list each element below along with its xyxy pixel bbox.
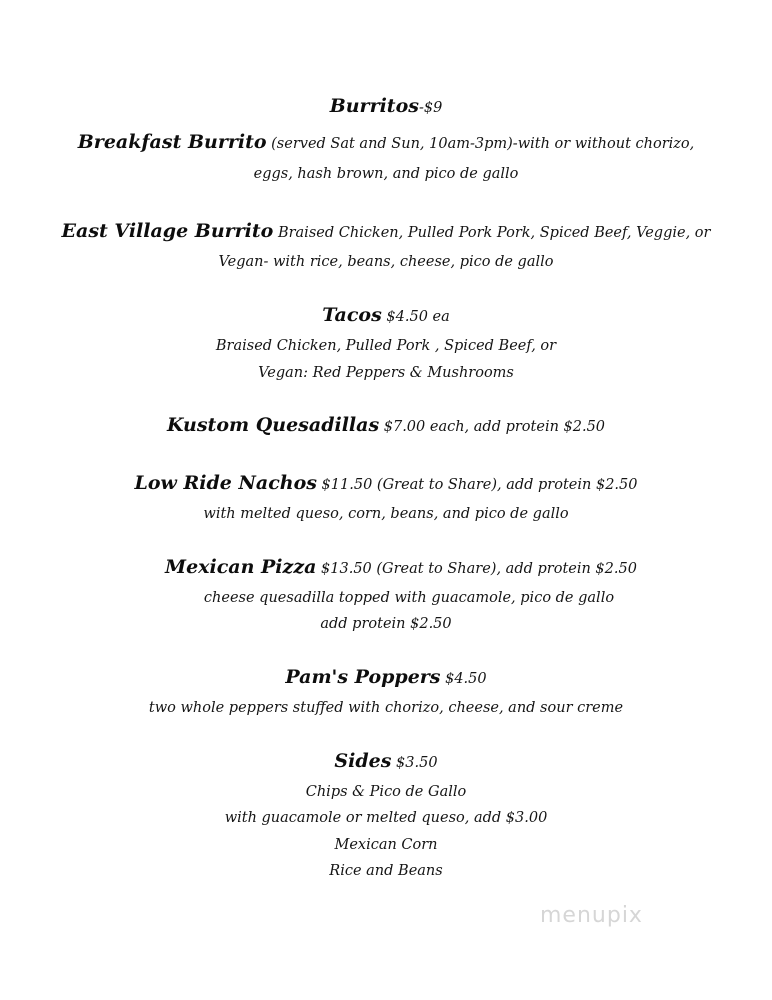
east-village-burrito-name: East Village Burrito [61,220,274,242]
tacos-section-header [0,305,772,327]
sides-item: Chips & Pico de Gallo [305,784,467,800]
burritos-price: -$9 [418,100,443,116]
poppers-desc-1: two whole peppers stuffed with chorizo, cheese, and sour creme [148,700,624,716]
sides-heading: Sides [334,750,392,772]
menupix-watermark: menupix [540,903,643,928]
sides-section-header [0,751,772,773]
quesadillas-price: $7.00 each, add protein $2.50 [379,419,606,435]
breakfast-burrito-name: Breakfast Burrito [77,131,267,153]
sides-item: Rice and Beans [329,863,443,879]
east-village-burrito-desc-1: Braised Chicken, Pulled Pork Pork, Spiced Beef, Veggie, or [273,225,711,241]
nachos-desc-1: with melted queso, corn, beans, and pico de gallo [203,506,569,522]
poppers-heading: Pam's Poppers [285,666,441,688]
breakfast-burrito-desc-1: (served Sat and Sun, 10am-3pm)-with or without chorizo, [266,136,695,152]
pizza-desc-2: add protein $2.50 [320,616,452,632]
east-village-burrito-line [0,221,772,243]
sides-item: Mexican Corn [334,837,438,853]
burritos-heading: Burritos [329,95,419,117]
nachos-price: $11.50 (Great to Share), add protein $2.50 [316,477,638,493]
east-village-burrito-desc-2: Vegan- with rice, beans, cheese, pico de gallo [218,254,554,270]
pizza-price: $13.50 (Great to Share), add protein $2.50 [316,561,637,577]
tacos-price: $4.50 ea [381,309,450,325]
poppers-price: $4.50 [440,671,487,687]
poppers-section-header [0,667,772,689]
tacos-desc-2: Vegan: Red Peppers & Mushrooms [258,365,514,381]
breakfast-burrito-desc-2: eggs, hash brown, and pico de gallo [253,166,519,182]
sides-price: $3.50 [391,755,438,771]
burritos-section-header [0,96,772,118]
quesadillas-section-header [0,415,772,437]
pizza-desc-1: cheese quesadilla topped with guacamole, pico de gallo [203,590,615,606]
nachos-heading: Low Ride Nachos [134,472,317,494]
nachos-section-header [0,473,772,495]
sides-item: with guacamole or melted queso, add $3.00 [224,810,548,826]
breakfast-burrito-line [0,132,772,154]
quesadillas-heading: Kustom Quesadillas [166,414,380,436]
pizza-section-header [0,557,772,579]
tacos-desc-1: Braised Chicken, Pulled Pork , Spiced Beef, or [215,338,557,354]
tacos-heading: Tacos [322,304,382,326]
pizza-heading: Mexican Pizza [165,556,317,578]
